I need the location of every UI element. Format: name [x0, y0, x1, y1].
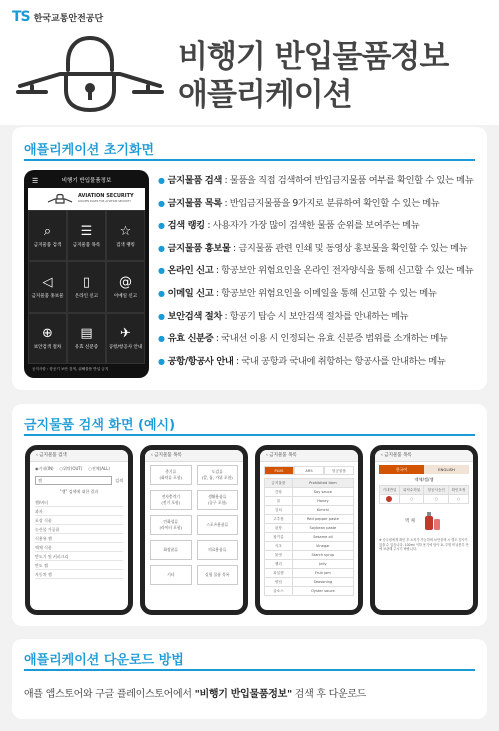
table-cell: 간장: [265, 488, 293, 497]
menu-tile-1[interactable]: [28, 210, 67, 261]
list-icon: ☰: [80, 223, 93, 239]
airplane-lock-icon: [10, 30, 170, 114]
column-header: 항공사승인: [424, 486, 449, 495]
aviation-security-banner: [28, 188, 145, 210]
feature-desc: : 금지물품 관련 인쇄 및 동영상 홍보물을 확인할 수 있는 메뉴: [230, 242, 468, 254]
logo-text: 한국교통안전공단: [33, 13, 104, 24]
list-item[interactable]: 자동차 잼: [35, 570, 123, 579]
table-cell: 식초: [265, 542, 293, 551]
back-arrow-icon[interactable]: ‹: [266, 453, 268, 458]
table-cell: 꿀: [265, 497, 293, 506]
table-cell: Soy sauce: [292, 488, 353, 497]
table-cell: 참기름: [265, 533, 293, 542]
menu-tile-label: 유효 신분증: [74, 345, 99, 351]
category-box[interactable]: 도검류 (칼, 톱, 가위 포함): [197, 465, 239, 485]
category-box[interactable]: 전자충격기 (전기 포함): [150, 490, 192, 510]
table-cell: Fruit jam: [292, 569, 353, 578]
menu-tile-label: 공항/항공사 안내: [108, 345, 143, 351]
menu-tile-label: 이메일 신고: [113, 293, 138, 299]
menu-tile-5[interactable]: [67, 261, 106, 312]
banner-lock-icon: [46, 193, 74, 205]
at-icon: @: [119, 274, 132, 290]
column-header: 위탁수하물: [399, 486, 424, 495]
phone-detail-screen: [370, 445, 478, 615]
section-title-download: 애플리케이션 다운로드 방법: [24, 653, 184, 668]
megaphone-icon: ◁: [42, 274, 53, 290]
list-item[interactable]: 포장 식품: [35, 516, 123, 525]
feature-item: [158, 306, 480, 329]
screen-header: [30, 450, 128, 462]
title-line-1: 비행기 반입물품정보: [178, 39, 449, 75]
feature-item: [158, 351, 480, 374]
download-text-before: 애플 앱스토어와 구글 플레이스토어에서: [24, 689, 195, 700]
menu-tile-4[interactable]: [28, 261, 67, 312]
radio-unchecked-icon: ○: [59, 466, 64, 471]
scope-label: 기내(IN): [38, 466, 54, 471]
scope-label: 위탁(OUT): [63, 466, 83, 471]
menu-tile-8[interactable]: [67, 313, 106, 364]
category-tabs: [264, 466, 354, 475]
feature-desc: : 국내 공항과 국내에 취항하는 항공사를 안내하는 메뉴: [233, 355, 446, 367]
feature-desc: : 항공보안 위험요인을 온라인 전자양식을 통해 신고할 수 있는 메뉴: [213, 265, 474, 277]
feature-desc: : 국내선 이용 시 인정되는 유효 신분증 범위를 소개하는 메뉴: [213, 333, 448, 345]
search-button[interactable]: 검색: [115, 477, 123, 483]
category-grid: [145, 462, 243, 588]
phone-screen: [28, 174, 145, 374]
bullet-icon: ●: [158, 334, 165, 344]
category-box[interactable]: 기타: [150, 565, 192, 585]
table-cell: 굴소스: [265, 587, 293, 596]
table-row[interactable]: [265, 551, 354, 560]
item-title: 액체/겔/잼: [414, 477, 434, 482]
feature-name: 온라인 신고: [167, 265, 214, 277]
menu-tile-3[interactable]: [106, 210, 145, 261]
plane-icon: ✈: [120, 326, 131, 342]
main-menu-grid: [28, 210, 145, 364]
liquid-bottle-icon: [421, 510, 443, 532]
tab-item[interactable]: ARS: [294, 466, 324, 475]
table-cell: Kimchi: [292, 506, 353, 515]
notice-bar: [28, 364, 145, 374]
screen-title: 금지물품 검색: [39, 453, 67, 458]
feature-item: [158, 215, 480, 238]
table-row[interactable]: [265, 506, 354, 515]
table-row[interactable]: [265, 569, 354, 578]
item-label: 액 체: [404, 519, 416, 524]
hamburger-menu-icon[interactable]: ☰: [32, 177, 39, 185]
table-row[interactable]: [265, 497, 354, 506]
table-cell: Sesame oil: [292, 533, 353, 542]
menu-tile-label: 검색 랭킹: [116, 242, 135, 248]
list-item[interactable]: 과자: [35, 507, 123, 516]
screen-header: [145, 450, 243, 462]
screen-title: 금지물품 목록: [154, 453, 182, 458]
feature-item: [158, 328, 480, 351]
table-row[interactable]: [265, 488, 354, 497]
table-row[interactable]: [265, 587, 354, 596]
app-title: 비행기 반입물품정보: [61, 178, 112, 184]
table-cell: Starch syrup: [292, 551, 353, 560]
airline-status-icon: ○: [424, 495, 449, 504]
tab-item[interactable]: ENGLISH: [424, 465, 469, 474]
logo-mark: TS: [12, 9, 30, 25]
app-title-bar: [28, 174, 145, 188]
table-cell: 물엿: [265, 551, 293, 560]
tab-item[interactable]: 한국어: [379, 465, 424, 474]
search-row: [35, 476, 123, 485]
table-cell: 고추장: [265, 515, 293, 524]
table-row[interactable]: [265, 524, 354, 533]
scope-radio[interactable]: [60, 466, 83, 472]
feature-desc: : 항공기 탑승 시 보안검색 절차를 안내하는 메뉴: [221, 310, 409, 322]
feature-name: 검색 랭킹: [167, 220, 205, 232]
bullet-icon: ●: [158, 266, 165, 276]
category-box[interactable]: 스포츠용품류: [197, 515, 239, 535]
app-name-bold: "비행기 반입물품정보": [194, 689, 292, 700]
category-box[interactable]: 실험 물품 목록: [197, 565, 239, 585]
kotsa-logo: [12, 9, 103, 25]
list-item[interactable]: 잼/버터: [35, 498, 123, 507]
phone-mockup-main: [24, 170, 149, 378]
tab-item[interactable]: 항공물품: [324, 466, 354, 475]
feature-item: [158, 283, 480, 306]
phone-list-screen: [140, 445, 248, 615]
feature-name: 금지물품 검색: [167, 175, 222, 186]
title-line-2: 애플리케이션: [178, 77, 352, 113]
menu-tile-label: 금지물품 홍보물: [31, 293, 64, 299]
feature-item: [158, 260, 480, 283]
feature-name: 공항/항공사 안내: [167, 355, 234, 367]
table-cell: Honey: [292, 497, 353, 506]
table-cell: Vinegar: [292, 542, 353, 551]
category-box[interactable]: 화장품류: [150, 540, 192, 560]
feature-desc: : 사용자가 가장 많이 검색한 물품 순위를 보여주는 메뉴: [204, 220, 420, 232]
menu-tile-9[interactable]: [106, 313, 145, 364]
feature-name: 금지물품 홍보물: [167, 242, 231, 254]
feature-name: 유효 신분증: [167, 333, 214, 345]
feature-list: [158, 170, 480, 373]
section-title-search: 금지물품 검색 화면 (예시): [24, 418, 176, 433]
table-cell: 젤리: [265, 560, 293, 569]
feature-name: 금지물품 목록: [167, 197, 222, 209]
feature-desc: : 물품을 직접 검색하여 반입금지물품 여부를 확인할 수 있는 메뉴: [221, 175, 474, 186]
feature-desc: : 항공보안 위험요인을 이메일을 통해 신고할 수 있는 메뉴: [213, 287, 437, 299]
download-instructions: [24, 685, 366, 700]
table-cell: Red pepper paste: [292, 515, 353, 524]
list-item[interactable]: 식용유 잼: [35, 534, 123, 543]
menu-tile-7[interactable]: [28, 313, 67, 364]
category-box[interactable]: 총기류 (화약류 포함): [150, 465, 192, 485]
banner-subtitle: GOLDEN RULES FOR AVIATION SECURITY: [78, 200, 131, 203]
list-item[interactable]: 농산물 가공품: [35, 525, 123, 534]
table-row[interactable]: [265, 578, 354, 587]
checked-status-icon: ○: [399, 495, 424, 504]
list-item[interactable]: 반도기 및 커피크리: [35, 552, 123, 561]
page-title: [178, 38, 488, 114]
section-download: [12, 639, 487, 719]
feature-name: 보안검색 절차: [167, 310, 222, 322]
tab-item[interactable]: PLUS: [264, 466, 294, 475]
menu-tile-label: 온라인 신고: [74, 293, 99, 299]
section-divider: [24, 159, 475, 161]
menu-tile-2[interactable]: [67, 210, 106, 261]
phone-icon: ▯: [82, 274, 91, 290]
back-arrow-icon[interactable]: ‹: [381, 453, 383, 458]
star-icon: ☆: [119, 223, 132, 239]
notice-text: 공지사항 : 항공기 보안 검색, 위해물품 반입 금지: [32, 367, 109, 371]
phone-table-screen: [255, 445, 363, 615]
menu-tile-6[interactable]: [106, 261, 145, 312]
cabin-status-icon: [380, 495, 400, 504]
table-cell: 양념: [265, 578, 293, 587]
category-box[interactable]: 인화성류 (라이터 포함): [150, 515, 192, 535]
radio-unchecked-icon: ○: [88, 466, 92, 471]
category-box[interactable]: 생활용품류 (공구 포함): [197, 490, 239, 510]
idcard-icon: ▤: [80, 326, 93, 342]
feature-item: [158, 170, 480, 193]
language-tabs: [379, 465, 469, 474]
table-row[interactable]: [265, 515, 354, 524]
list-item[interactable]: 반도 젤: [35, 561, 123, 570]
phone-search-screen: [25, 445, 133, 615]
column-header: 기내반입: [380, 486, 400, 495]
bullet-icon: ●: [158, 288, 165, 298]
table-cell: 된장: [265, 524, 293, 533]
screen-title: 금지물품 목록: [269, 453, 297, 458]
feature-item: [158, 238, 480, 261]
table-row[interactable]: [265, 533, 354, 542]
table-cell: Jelly: [292, 560, 353, 569]
screen-header: [260, 450, 358, 462]
menu-tile-label: 금지물품 검색: [33, 242, 62, 248]
feature-desc: : 반입금지물품을 9가지로 분류하여 확인할 수 있는 메뉴: [221, 197, 440, 209]
table-cell: 김치: [265, 506, 293, 515]
scope-radio[interactable]: [88, 466, 110, 472]
target-icon: ⊕: [42, 326, 53, 342]
menu-tile-label: 보안검색 절차: [33, 345, 62, 351]
item-illustration: [379, 510, 469, 532]
column-header: 확인조정: [449, 486, 469, 495]
screen-header: [375, 450, 473, 462]
search-icon: ⌕: [43, 223, 52, 239]
scope-radio[interactable]: [35, 466, 54, 472]
bullet-icon: ●: [158, 221, 165, 231]
table-cell: Oyster sauce: [292, 587, 353, 596]
section-title-initial: 애플리케이션 초기화면: [24, 143, 155, 158]
table-cell: Seasoning: [292, 578, 353, 587]
bullet-icon: ●: [158, 176, 165, 185]
menu-tile-label: 금지물품 목록: [72, 242, 101, 248]
screen-title: 금지물품 목록: [384, 453, 412, 458]
column-header: 금지물품: [265, 479, 293, 488]
search-scope-radios: [35, 466, 123, 472]
allowance-table: [379, 485, 469, 504]
table-cell: Soybean paste: [292, 524, 353, 533]
bullet-icon: ●: [158, 243, 165, 253]
back-arrow-icon[interactable]: ‹: [151, 453, 153, 458]
bullet-icon: ●: [158, 198, 165, 208]
list-item[interactable]: 액체 식품: [35, 543, 123, 552]
table-row[interactable]: [265, 542, 354, 551]
feature-name: 이메일 신고: [167, 287, 214, 299]
radio-checked-icon: ◉: [35, 466, 39, 471]
result-list: [35, 498, 123, 579]
section-divider: [24, 434, 475, 436]
table-cell: 과일잼: [265, 569, 293, 578]
header: [0, 0, 499, 125]
scope-label: 전체(ALL): [91, 466, 110, 471]
feature-item: [158, 193, 480, 216]
category-box[interactable]: 의료용품류: [197, 540, 239, 560]
section-divider: [24, 669, 475, 671]
back-arrow-icon[interactable]: ‹: [36, 453, 38, 458]
banner-title: AVIATION SECURITY: [78, 193, 134, 199]
search-input[interactable]: 잼: [35, 476, 112, 485]
bullet-icon: ●: [158, 311, 165, 321]
column-header: Prohibited item: [292, 479, 353, 488]
bullet-icon: ●: [158, 356, 165, 366]
table-row[interactable]: [265, 560, 354, 569]
download-text-after: 검색 후 다운로드: [291, 689, 367, 700]
confirm-status-icon: ○: [449, 495, 469, 504]
prohibited-items-table: [264, 478, 354, 596]
result-note: "잼" 검색에 대한 결과: [59, 489, 99, 494]
item-note: ※ 승무원에게 확인 후 소지가 가능하며 보안검색 시 별도 검사가 있을 수 있습니다. 100ml 이하 용기에 담아 1L 투명 비닐봉투 안에 보관해 주시기 바랍니다.: [379, 538, 469, 551]
